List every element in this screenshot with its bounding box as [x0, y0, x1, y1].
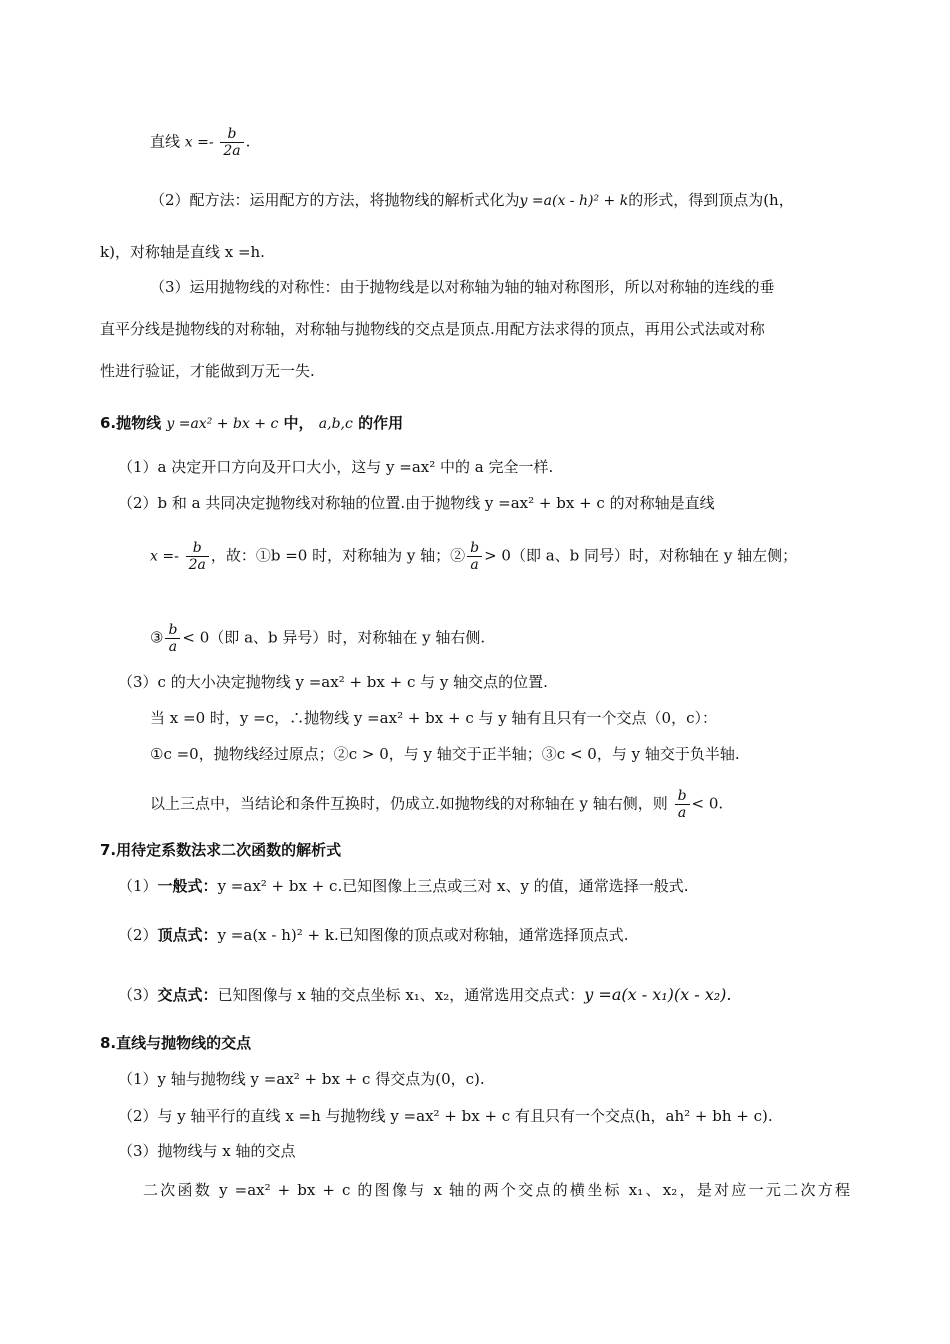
- s6-i2b-end: > 0（即 a、b 同号）时，对称轴在 y 轴左侧；: [484, 546, 798, 565]
- s6-heading-c: 的作用: [358, 414, 404, 432]
- completing-square-line-1: [150, 190, 794, 211]
- s7-i3-label: 交点式：: [157, 986, 218, 1004]
- s7-item-2: [118, 925, 629, 945]
- s6-i3d-a: 以上三点中，当结论和条件互换时，仍成立.如抛物线的对称轴在 y 轴右侧，则: [150, 794, 668, 813]
- s6-i2b-den: 2a: [186, 556, 209, 573]
- p1-fraction: [220, 126, 243, 159]
- s6-i3d-den: a: [675, 804, 690, 821]
- s6-heading-vars: a,b,c: [318, 416, 353, 432]
- s6-heading-b: 中，: [283, 414, 314, 432]
- p1-frac-num: b: [227, 126, 237, 142]
- s7-i3-rest: 已知图像与 x 轴的交点坐标 x₁、x₂，通常选用交点式：: [217, 986, 585, 1004]
- s6-i3d-frac: [675, 788, 690, 821]
- p1-frac-den: 2a: [220, 142, 243, 159]
- s6-item-3-c: ①c =0，抛物线经过原点；②c > 0，与 y 轴交于正半轴；③c < 0，与 y 轴交于负半轴.: [150, 745, 740, 763]
- symmetry-method-line-1: （3）运用抛物线的对称性：由于抛物线是以对称轴为轴的轴对称图形，所以对称轴的连线的垂: [150, 278, 775, 296]
- s6-i2c-num: b: [168, 622, 178, 638]
- s6-item-3-b: 当 x =0 时，y =c，∴抛物线 y =ax² + bx + c 与 y 轴有且只有一个交点（0，c）：: [150, 709, 717, 727]
- s6-item-2: （2）b 和 a 共同决定抛物线对称轴的位置.由于抛物线 y =ax² + bx + c 的对称轴是直线: [118, 494, 715, 512]
- s6-i2c-pre: ③: [150, 628, 164, 647]
- s6-i2c-end: < 0（即 a、b 异号）时，对称轴在 y 轴右侧.: [182, 628, 486, 647]
- symmetry-method-line-2: 直平分线是抛物线的对称轴，对称轴与抛物线的交点是顶点.用配方法求得的顶点，再用公式法或对称: [100, 320, 765, 338]
- s6-i2c-frac: [165, 622, 180, 655]
- s7-i2-label: 顶点式：: [157, 926, 218, 944]
- p2-vertex-form: y =a(x - h)² + k: [519, 193, 629, 209]
- p2-text-b: 的形式，得到顶点为(h，: [628, 191, 794, 209]
- s6-i2b-den2: a: [467, 556, 482, 573]
- s6-i2c-den: a: [165, 638, 180, 655]
- p1-prefix: 直线: [150, 132, 181, 151]
- s6-heading-eq: y =ax² + bx + c: [166, 416, 279, 432]
- s7-i1-rest: y =ax² + bx + c.已知图像上三点或三对 x、y 的值，通常选择一般式.: [217, 877, 689, 895]
- s6-i2b-frac-2: [467, 540, 482, 573]
- symmetry-method-line-3: 性进行验证，才能做到万无一失.: [100, 362, 315, 380]
- section-7-heading: 7.用待定系数法求二次函数的解析式: [100, 841, 342, 859]
- s7-item-1: [118, 876, 688, 896]
- s6-item-2-cont-2: [150, 622, 485, 655]
- s6-item-2-cont: [150, 540, 797, 573]
- p1-equation: x =-: [184, 134, 214, 151]
- s6-item-3: （3）c 的大小决定抛物线 y =ax² + bx + c 与 y 轴交点的位置.: [118, 673, 548, 691]
- s6-item-3-d: [150, 788, 723, 821]
- p2-text-a: （2）配方法：运用配方的方法，将抛物线的解析式化为: [150, 191, 520, 209]
- s7-i2-pre: （2）: [118, 926, 158, 944]
- s6-i3d-num: b: [677, 788, 687, 804]
- s6-i3d-b: < 0.: [691, 794, 724, 813]
- s8-item-3: （3）抛物线与 x 轴的交点: [118, 1142, 296, 1160]
- s6-i2b-frac-1: [186, 540, 209, 573]
- s6-item-1: （1）a 决定开口方向及开口大小，这与 y =ax² 中的 a 完全一样.: [118, 458, 554, 476]
- s6-i2b-num: b: [192, 540, 202, 556]
- s7-i3-eq: y =a(x - x₁)(x - x₂).: [584, 985, 732, 1004]
- s6-i2b-lhs: x =-: [150, 548, 179, 565]
- s7-i2-rest: y =a(x - h)² + k.已知图像的顶点或对称轴，通常选择顶点式.: [217, 926, 629, 944]
- section-6-heading: [100, 413, 403, 434]
- p1-suffix: .: [245, 132, 251, 151]
- s8-item-4: 二次函数 y =ax² + bx + c 的图像与 x 轴的两个交点的横坐标 x₁、x₂，是对应一元二次方程: [143, 1181, 850, 1199]
- s6-heading-a: 6.抛物线: [100, 414, 162, 432]
- section-8-heading: 8.直线与抛物线的交点: [100, 1034, 252, 1052]
- s8-item-2: （2）与 y 轴平行的直线 x =h 与抛物线 y =ax² + bx + c 有且只有一个交点(h，ah² + bh + c).: [118, 1107, 773, 1125]
- completing-square-line-2: k)，对称轴是直线 x =h.: [100, 243, 265, 261]
- s6-i2b-num2: b: [470, 540, 480, 556]
- s7-i1-label: 一般式：: [157, 877, 218, 895]
- s7-i1-pre: （1）: [118, 877, 158, 895]
- s6-i2b-mid: ，故：①b =0 时，对称轴为 y 轴；②: [210, 546, 466, 565]
- s7-item-3: [118, 985, 731, 1005]
- s7-i3-pre: （3）: [118, 986, 158, 1004]
- s8-item-1: （1）y 轴与抛物线 y =ax² + bx + c 得交点为(0，c).: [118, 1070, 485, 1088]
- axis-of-symmetry-line: [150, 126, 250, 159]
